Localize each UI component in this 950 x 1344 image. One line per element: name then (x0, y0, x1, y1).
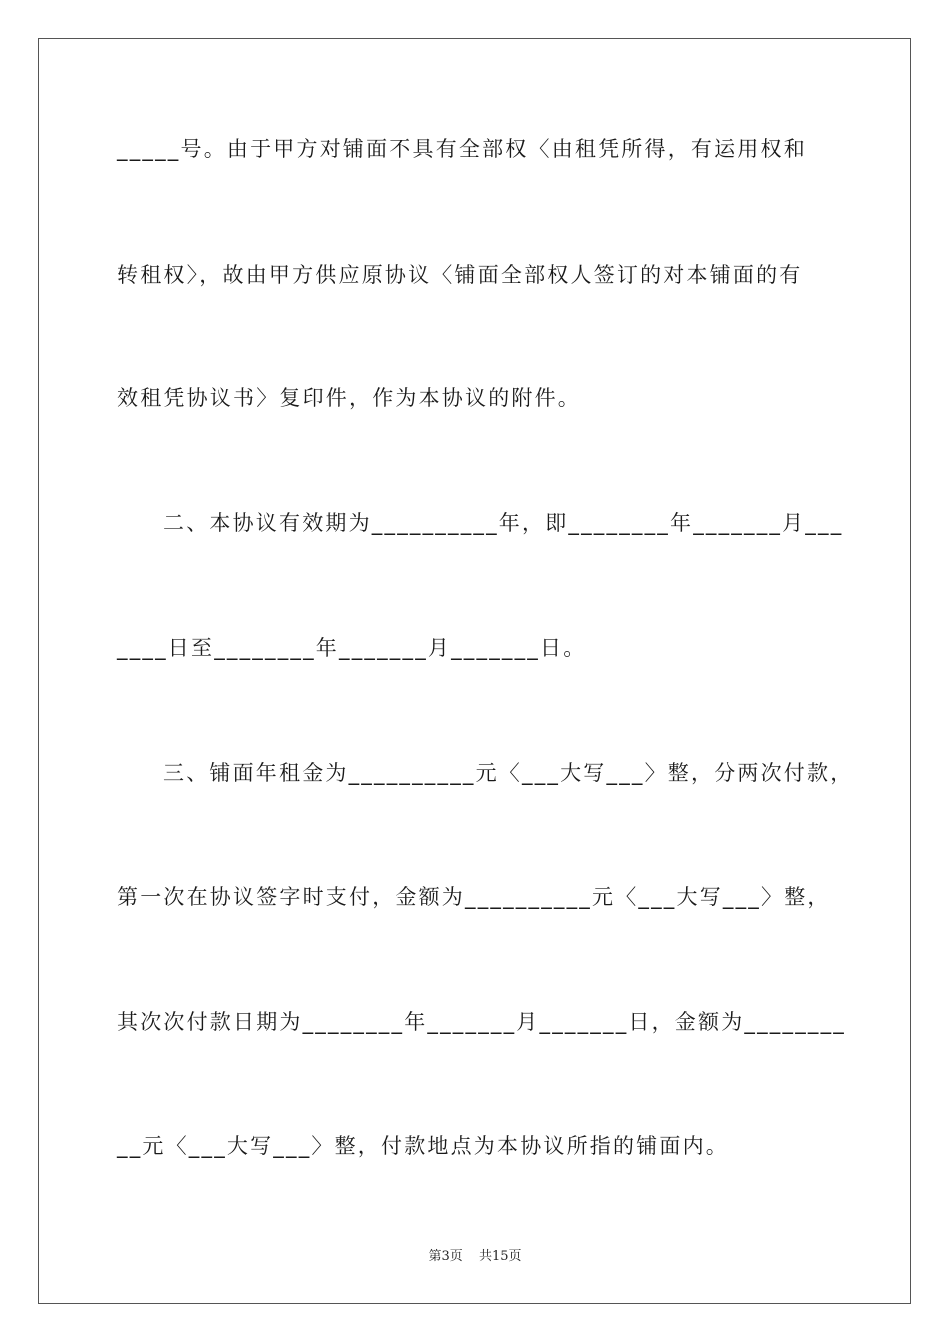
clause-2-line-2: ____日至________年_______月_______日。 (117, 636, 587, 660)
clause-3-line-4: __元〈___大写___〉整，付款地点为本协议所指的铺面内。 (117, 1134, 729, 1158)
page-number: 第3页 (428, 1249, 463, 1264)
text-line-1: _____号。由于甲方对铺面不具有全部权〈由租凭所得，有运用权和 (117, 137, 807, 161)
clause-3-line-2: 第一次在协议签字时支付，金额为__________元〈___大写___〉整， (117, 885, 831, 909)
page-footer (0, 1245, 950, 1264)
clause-3-line-1: 三、铺面年租金为__________元〈___大写___〉整，分两次付款， (163, 761, 854, 785)
text-line-2: 转租权〉，故由甲方供应原协议〈铺面全部权人签订的对本铺面的有 (117, 263, 803, 287)
clause-2-line-1: 二、本协议有效期为__________年，即________年_______月___ (163, 511, 844, 535)
page-total: 共15页 (478, 1249, 522, 1264)
clause-3-line-3: 其次次付款日期为________年_______月_______日，金额为________ (117, 1010, 846, 1034)
text-line-3: 效租凭协议书〉复印件，作为本协议的附件。 (117, 386, 581, 410)
page-frame (38, 38, 911, 1304)
